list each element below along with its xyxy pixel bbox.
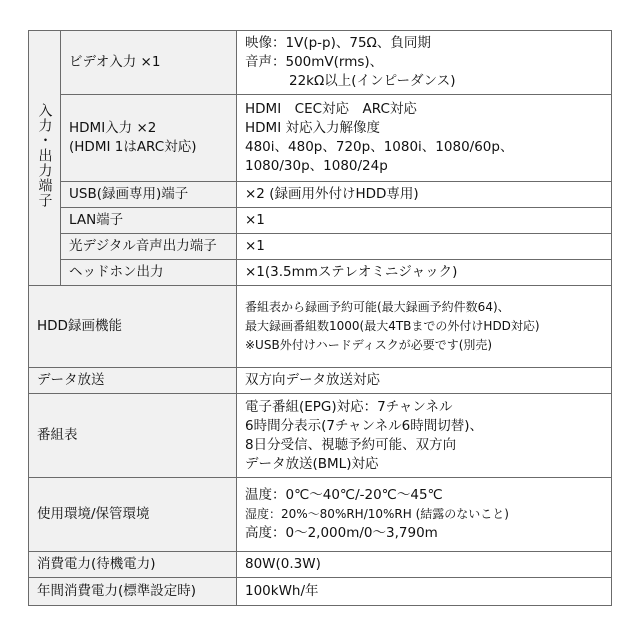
- optical-value: ×1: [237, 234, 612, 260]
- annual-power-label: 年間消費電力(標準設定時): [29, 578, 237, 606]
- spec-row-annual-power: [29, 578, 612, 606]
- usb-label: USB(録画専用)端子: [61, 182, 237, 208]
- video-input-label: ビデオ入力 ×1: [61, 31, 237, 95]
- hdmi-input-label: HDMI入力 ×2 (HDMI 1はARC対応): [61, 95, 237, 182]
- environment-value: 温度：0℃〜40℃/-20℃〜45℃ 湿度：20%〜80%RH/10%RH (結露のないこと) 高度：0〜2,000m/0〜3,790m: [237, 478, 612, 552]
- spec-row-hdmi-input: [29, 95, 612, 182]
- data-broadcast-label: データ放送: [29, 368, 237, 394]
- spec-row-video-input: [29, 31, 612, 95]
- hdd-recording-label: HDD録画機能: [29, 286, 237, 368]
- program-guide-value: 電子番組(EPG)対応：7チャンネル 6時間分表示(7チャンネル6時間切替)、 8日分受信、視聴予約可能、双方向 データ放送(BML)対応: [237, 394, 612, 478]
- data-broadcast-value: 双方向データ放送対応: [237, 368, 612, 394]
- io-group-label-cell: [29, 31, 61, 286]
- video-input-value: 映像：1V(p-p)、75Ω、負同期 音声：500mV(rms)、 22kΩ以上(インピーダンス): [237, 31, 612, 95]
- spec-row-power: [29, 552, 612, 578]
- spec-row-data-broadcast: [29, 368, 612, 394]
- io-group-label: 入力・出力端子: [36, 102, 53, 208]
- program-guide-label: 番組表: [29, 394, 237, 478]
- spec-row-lan: [29, 208, 612, 234]
- lan-label: LAN端子: [61, 208, 237, 234]
- spec-row-environment: [29, 478, 612, 552]
- hdmi-input-value: HDMI CEC対応 ARC対応 HDMI 対応入力解像度 480i、480p、720p、1080i、1080/60p、 1080/30p、1080/24p: [237, 95, 612, 182]
- spec-table: [28, 30, 612, 606]
- annual-power-value: 100kWh/年: [237, 578, 612, 606]
- lan-value: ×1: [237, 208, 612, 234]
- spec-row-optical: [29, 234, 612, 260]
- headphone-value: ×1(3.5mmステレオミニジャック): [237, 260, 612, 286]
- hdd-recording-value: 番組表から録画予約可能(最大録画予約件数64)、 最大録画番組数1000(最大4TBまでの外付けHDD対応) ※USB外付けハードディスクが必要です(別売): [237, 286, 612, 368]
- optical-label: 光デジタル音声出力端子: [61, 234, 237, 260]
- environment-label: 使用環境/保管環境: [29, 478, 237, 552]
- spec-row-hdd-recording: [29, 286, 612, 368]
- spec-row-program-guide: [29, 394, 612, 478]
- usb-value: ×2 (録画用外付けHDD専用): [237, 182, 612, 208]
- spec-row-usb: [29, 182, 612, 208]
- headphone-label: ヘッドホン出力: [61, 260, 237, 286]
- power-label: 消費電力(待機電力): [29, 552, 237, 578]
- power-value: 80W(0.3W): [237, 552, 612, 578]
- spec-row-headphone: [29, 260, 612, 286]
